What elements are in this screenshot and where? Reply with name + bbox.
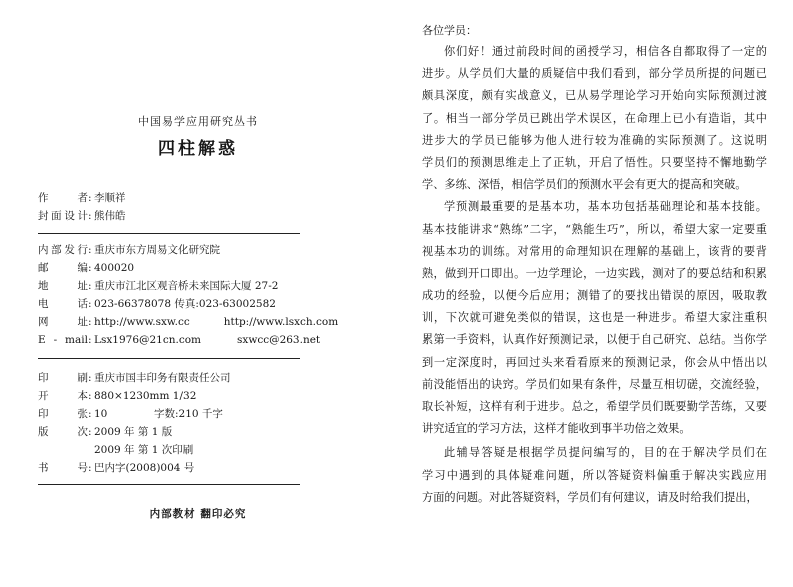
contact-label: 邮编	[38, 262, 88, 274]
text-line: 了。相当一部分学员已跳出学术误区，在命理上已小有造诣，其中	[422, 111, 767, 125]
print-label: 印张	[38, 408, 88, 420]
text-line: 取长补短，这样有利于进步。总之，希望学员们既要勤学苦练，又要	[422, 400, 767, 413]
contact-label: 地址	[38, 280, 88, 292]
print-value: 2009 年 第 1 版	[94, 426, 173, 438]
series-name: 中国易学应用研究丛书	[138, 115, 258, 128]
print-value: 10	[94, 408, 108, 420]
salutation: 各位学员：	[422, 24, 477, 37]
contact-address: 地址: 重庆市江北区观音桥未来国际大厦 27-2	[38, 280, 279, 292]
credit-label: 封面设计	[38, 210, 88, 222]
print-value: 巴内字(2008)004 号	[94, 462, 195, 474]
word-count-label: 字数	[154, 408, 175, 420]
print-label: 版次	[38, 426, 88, 438]
print-impression	[38, 444, 193, 457]
print-format: 开本: 880×1230mm 1/32	[38, 390, 197, 402]
email-address-2: sxwcc@263.net	[237, 334, 321, 346]
text-line: 你们好！通过前段时间的函授学习，相信各自都取得了一定的	[444, 45, 767, 58]
credit-value: 李顺祥	[94, 192, 126, 204]
text-line: 学、多练、深悟，相信学员们的预测水平会有更大的提高和突破。	[422, 178, 747, 192]
contact-email: E - mail: Lsx1976@21cn.com sxwcc@263.net	[38, 334, 321, 346]
paragraph	[422, 196, 767, 440]
print-value: 2009 年 第 1 次印刷	[94, 444, 194, 456]
print-value: 重庆市国丰印务有限责任公司	[94, 372, 231, 384]
website-link-2: http://www.lsxch.com	[223, 316, 339, 328]
print-value: 880×1230mm 1/32	[94, 390, 197, 402]
credit-value: 熊伟皓	[94, 210, 126, 222]
copyright-page	[0, 0, 396, 587]
credit-author: 作者: 李顺祥	[38, 192, 126, 204]
text-line: 学员们的预测思维走上了正轨，开启了悟性。只要坚持不懈地勤学	[422, 155, 767, 169]
contact-label: 内部发行	[38, 244, 88, 256]
word-count-value: 210 千字	[178, 408, 223, 420]
text-line: 方面的问题。对此答疑资料，学员们有何建议，请及时给我们提出，	[422, 490, 758, 504]
text-line: 进步大的学员已能够为他人进行较为准确的实际预测了。这说明	[422, 133, 767, 147]
text-line: 基本技能讲求“熟练”二字，“熟能生巧”，所以，希望大家一定要重	[422, 222, 767, 236]
contact-distributor: 内部发行: 重庆市东方周易文化研究院	[38, 244, 220, 256]
text-line: 熟，做到开口即出。一边学理论，一边实践，测对了的要总结和积累	[422, 266, 767, 280]
contact-value: 重庆市东方周易文化研究院	[94, 244, 220, 256]
print-label: 开本	[38, 390, 88, 402]
print-book-number: 书号: 巴内字(2008)004 号	[38, 462, 195, 474]
contact-postcode: 邮编: 400020	[38, 262, 135, 274]
text-line: 视基本功的训练。对常用的命理知识在理解的基础上，该背的要背	[422, 244, 767, 258]
credit-label: 作者	[38, 192, 88, 204]
divider-rule	[38, 484, 300, 485]
footer-notice: 内部教材 翻印必究	[149, 508, 247, 520]
letter-body	[422, 41, 767, 509]
text-line: 进步。从学员们大量的质疑信中我们看到，部分学员所提的问题已	[422, 67, 767, 81]
print-printer: 印刷: 重庆市国丰印务有限责任公司	[38, 372, 231, 384]
credit-cover-design: 封面设计: 熊伟皓	[38, 210, 126, 222]
book-title: 四柱解惑	[158, 139, 238, 159]
contact-website: 网址: http://www.sxw.cc http://www.lsxch.com	[38, 316, 339, 328]
divider-rule	[38, 358, 300, 359]
paragraph	[422, 442, 767, 509]
text-line: 颇具深度，颇有实战意义，已从易学理论学习开始向实际预测过渡	[422, 89, 767, 103]
email-address: Lsx1976@21cn.com	[94, 334, 202, 346]
text-line: 成功的经验，以便今后应用；测错了的要找出错误的原因，吸取教	[422, 289, 767, 303]
website-link: http://www.sxw.cc	[94, 316, 190, 328]
text-line: 训，下次就可避免类似的错误，这也是一种进步。希望大家注重积	[422, 311, 767, 325]
contact-value: 400020	[94, 262, 135, 274]
contact-value: 重庆市江北区观音桥未来国际大厦 27-2	[94, 280, 279, 292]
contact-phone: 电话: 023-66378078 传真:023-63002582	[38, 298, 276, 310]
text-line: 学预测最重要的是基本功，基本功包括基础理论和基本技能。	[444, 200, 767, 214]
contact-label: 网址	[38, 316, 88, 328]
paragraph	[422, 41, 767, 196]
print-label: 书号	[38, 462, 88, 474]
text-line: 学习中遇到的具体疑难问题，所以答疑资料偏重于解决实践应用	[422, 468, 767, 482]
letter-page	[396, 0, 793, 587]
text-line: 讲究适宜的学习方法，这样才能收到事半功倍之效果。	[422, 422, 691, 436]
divider-rule	[38, 233, 300, 234]
text-line: 到一定深度时，再回过头来看看原来的预测记录，你会从中悟出以	[422, 355, 767, 369]
contact-label: E - mail	[38, 334, 88, 346]
print-label: 印刷	[38, 372, 88, 384]
contact-label: 电话	[38, 298, 88, 310]
text-line: 累第一手资料，认真作好预测记录，以便于自己研究、总结。当你学	[422, 333, 767, 347]
print-sheets: 印张: 10 字数:210 千字	[38, 408, 223, 420]
text-line: 此辅导答疑是根据学员提问编写的，目的在于解决学员们在	[444, 446, 767, 460]
print-edition: 版次: 2009 年 第 1 版	[38, 426, 173, 438]
text-line: 前没能悟出的诀窍。学员们如果有条件，尽量互相切磋，交流经验，	[422, 377, 767, 391]
contact-value: 023-66378078 传真:023-63002582	[94, 298, 276, 310]
